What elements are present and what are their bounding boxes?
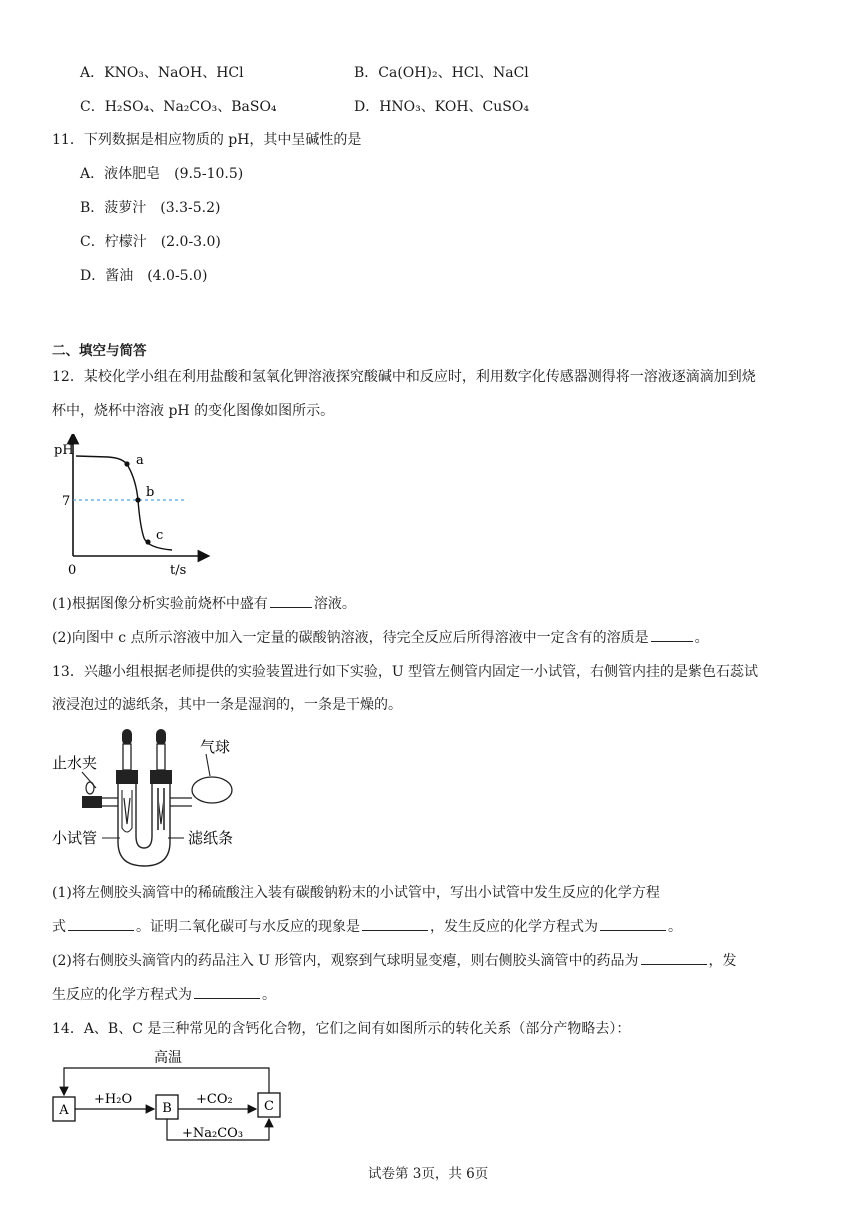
y-axis-label: pH [54, 443, 74, 458]
ph-graph [52, 434, 212, 580]
label-na2co3: +Na₂CO₃ [182, 1126, 244, 1141]
q12-sub2-tail: 。 [694, 630, 709, 646]
q10-option-a: A．KNO₃、NaOH、HCl [80, 65, 244, 81]
q11-option-d: D．酱油 (4.0-5.0) [80, 268, 208, 284]
conversion-diagram [50, 1040, 290, 1150]
q12-sub2 [52, 627, 709, 647]
q13-sub1-prefix: 式 [52, 919, 66, 935]
q13-blank-3[interactable] [600, 916, 666, 931]
label-filter-strip: 滤纸条 [188, 829, 234, 847]
q12-sub2-text: (2)向图中 c 点所示溶液中加入一定量的碳酸钠溶液，待完全反应后所得溶液中一定含有的溶质是 [52, 630, 649, 646]
q12-sub1-tail: 溶液。 [313, 596, 356, 612]
q13-sub1-line2 [52, 916, 682, 936]
q13-sub1-line1: (1)将左侧胶头滴管中的稀硫酸注入装有碳酸钠粉末的小试管中，写出小试管中发生反应的化学方程 [52, 885, 660, 901]
balloon [192, 777, 232, 803]
q13-blank-2[interactable] [362, 916, 428, 931]
q13-sub2-line2-text: 生反应的化学方程式为 [52, 987, 192, 1003]
page-footer: 试卷第 3页，共 6页 [368, 1166, 489, 1182]
q12-sub1 [52, 593, 356, 613]
label-h2o: +H₂O [94, 1092, 133, 1107]
q13-stem-line1: 13．兴趣小组根据老师提供的实验装置进行如下实验，U 型管左侧管内固定一小试管，右侧管内挂的是紫色石蕊试 [52, 664, 759, 680]
x-axis-label: t/s [170, 563, 187, 578]
box-b-label: B [162, 1101, 172, 1116]
q13-sub1-mid1: 。证明二氧化碳可与水反应的现象是 [136, 919, 360, 935]
q13-stem-line2: 液浸泡过的滤纸条，其中一条是湿润的，一条是干燥的。 [52, 697, 402, 713]
q11-stem: 11．下列数据是相应物质的 pH，其中呈碱性的是 [52, 132, 362, 148]
left-stopper [116, 770, 138, 784]
label-b: b [146, 485, 155, 500]
q13-sub1-tail: 。 [668, 919, 682, 935]
label-clamp: 止水夹 [52, 754, 98, 772]
arrow-c-to-a [64, 1068, 269, 1095]
u-tube-apparatus [52, 724, 262, 874]
q10-option-b: B．Ca(OH)₂、HCl、NaCl [354, 65, 529, 81]
q12-sub2-blank[interactable] [651, 627, 693, 642]
q13-sub2-tail: ，发 [708, 953, 737, 969]
label-high-temp: 高温 [154, 1050, 182, 1066]
q13-blank-4[interactable] [641, 950, 707, 965]
q14-stem: 14．A、B、C 是三种常见的含钙化合物，它们之间有如图所示的转化关系（部分产物略去）： [52, 1021, 631, 1037]
q13-sub2-line2-tail: 。 [262, 987, 276, 1003]
right-stopper [150, 770, 172, 784]
q13-sub2-text: (2)将右侧胶头滴管内的药品注入 U 形管内，观察到气球明显变瘪，则右侧胶头滴管中的药品为 [52, 953, 639, 969]
q12-stem-line1: 12．某校化学小组在利用盐酸和氢氧化钾溶液探究酸碱中和反应时，利用数字化传感器测得将一溶液逐滴滴加到烧 [52, 369, 756, 385]
origin-label: 0 [68, 563, 77, 578]
y-tick-7: 7 [62, 494, 71, 509]
q11-option-b: B．菠萝汁 (3.3-5.2) [80, 200, 221, 216]
label-test-tube: 小试管 [52, 829, 98, 847]
q13-blank-5[interactable] [194, 984, 260, 999]
label-balloon: 气球 [200, 738, 231, 756]
box-c-label: C [264, 1099, 274, 1114]
q13-sub2-line1 [52, 950, 737, 970]
q13-sub2-line2 [52, 984, 276, 1004]
clamp [82, 796, 102, 808]
box-a-label: A [59, 1103, 69, 1118]
u-tube-inner [136, 784, 152, 848]
q11-option-c: C．柠檬汁 (2.0-3.0) [80, 234, 221, 250]
label-a: a [136, 453, 144, 468]
u-tube-outer [118, 784, 170, 866]
q11-option-a: A．液体肥皂 (9.5-10.5) [80, 166, 244, 182]
q10-option-c: C．H₂SO₄、Na₂CO₃、BaSO₄ [80, 99, 277, 115]
q13-blank-1[interactable] [68, 916, 134, 931]
q10-option-d: D．HNO₃、KOH、CuSO₄ [354, 99, 529, 115]
q13-sub1-mid2: ，发生反应的化学方程式为 [430, 919, 598, 935]
point-a [124, 461, 129, 466]
section-title: 二、填空与简答 [52, 343, 147, 359]
label-c: c [156, 528, 164, 543]
point-b [135, 497, 140, 502]
point-c [145, 539, 150, 544]
q12-sub1-blank[interactable] [270, 593, 312, 608]
small-test-tube [122, 790, 132, 832]
q12-stem-line2: 杯中，烧杯中溶液 pH 的变化图像如图所示。 [52, 403, 335, 419]
label-co2: +CO₂ [196, 1092, 233, 1107]
q12-sub1-text: (1)根据图像分析实验前烧杯中盛有 [52, 596, 268, 612]
